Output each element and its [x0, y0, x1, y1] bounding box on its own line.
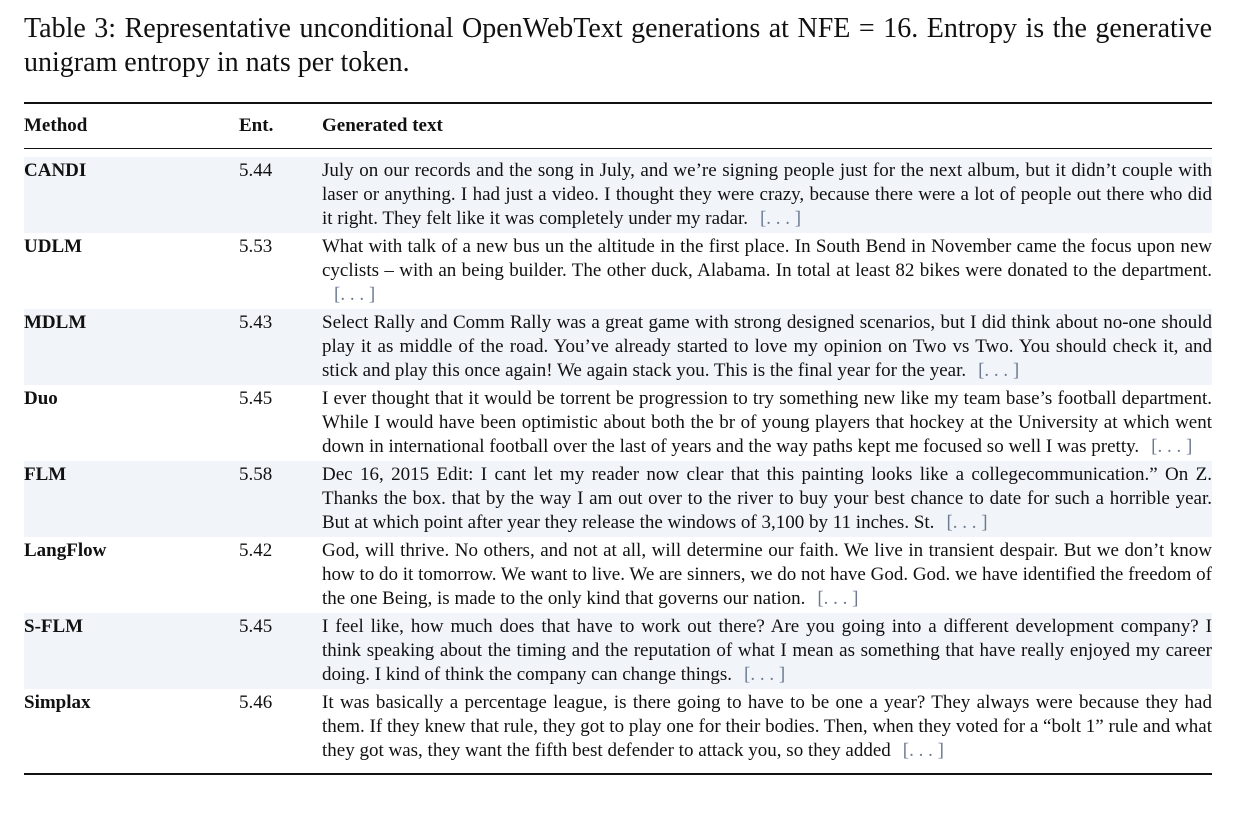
generated-text: I feel like, how much does that have to work out there? Are you going into a different development company? I think speaking about the timing and the reputation of what I mean as something that have really enjoyed my career doing. I kind of think the company can change things. [322, 616, 1212, 685]
generated-text-cell [322, 387, 1212, 459]
method-cell: MDLM [24, 312, 87, 333]
generated-text: Select Rally and Comm Rally was a great game with strong designed scenarios, but I did think about no-one should play it as middle of the road. You’ve already started to love my opinion on Two vs Two. You should check it, and stick and play this once again! We again stack you. This is the final year for the year. [322, 312, 1212, 381]
truncation-ellipsis: [. . . ] [978, 360, 1020, 381]
header-entropy: Ent. [239, 115, 274, 136]
generated-text: Dec 16, 2015 Edit: I cant let my reader now clear that this painting looks like a collegecommunication.” On Z. Thanks the box. that by the way I am out over to the river to buy your best chance to date for such a horrible year. But at which point after year they release the windows of 3,100 by 11 inches. St. [322, 464, 1212, 533]
method-cell: Simplax [24, 692, 91, 713]
table-row [24, 309, 1212, 385]
header-method: Method [24, 115, 88, 136]
table-row [24, 385, 1212, 461]
method-cell: CANDI [24, 160, 87, 181]
table-row [24, 537, 1212, 613]
method-cell: Duo [24, 388, 58, 409]
truncation-ellipsis: [. . . ] [759, 208, 802, 229]
truncation-ellipsis: [. . . ] [744, 664, 786, 685]
generated-text-cell [322, 615, 1212, 687]
table-body [24, 157, 1212, 765]
generated-text: What with talk of a new bus un the altitude in the first place. In South Bend in November came the focus upon new cyclists – with an being builder. The other duck, Alabama. In total at least 82 bikes were donated to the department. [322, 236, 1212, 281]
entropy-cell: 5.44 [239, 160, 273, 181]
method-cell: FLM [24, 464, 67, 485]
generated-text: It was basically a percentage league, is there going to have to be one a year? They always were because they had them. If they knew that rule, they got to play one for their bodies. Then, when they voted for a “bolt 1” rule and what they got was, they want the fifth best defender to attack you, so they added [322, 692, 1212, 761]
header-generated-text: Generated text [322, 115, 443, 136]
entropy-cell: 5.58 [239, 464, 273, 485]
truncation-ellipsis: [. . . ] [902, 740, 944, 761]
generated-text: God, will thrive. No others, and not at all, will determine our faith. We live in transient despair. But we don’t know how to do it tomorrow. We want to live. We are sinners, we do not have God. God. we have identified the freedom of the one Being, is made to the only kind that governs our nation. [322, 540, 1212, 609]
table-caption: Table 3: Representative unconditional OpenWebText generations at NFE = 16. Entropy is the generative unigram entropy in nats per token. [24, 13, 1212, 78]
table-row [24, 613, 1212, 689]
entropy-cell: 5.45 [239, 616, 273, 637]
entropy-cell: 5.43 [239, 312, 273, 333]
truncation-ellipsis: [. . . ] [817, 588, 859, 609]
generated-text-cell [322, 311, 1212, 383]
truncation-ellipsis: [. . . ] [334, 284, 376, 305]
entropy-cell: 5.46 [239, 692, 273, 713]
generated-text-cell [322, 159, 1212, 231]
generated-text-cell [322, 463, 1212, 535]
method-cell: LangFlow [24, 540, 107, 561]
entropy-cell: 5.53 [239, 236, 273, 257]
generated-text-cell [322, 539, 1212, 611]
truncation-ellipsis: [. . . ] [1151, 436, 1193, 457]
method-cell: S-FLM [24, 616, 84, 637]
table-row [24, 461, 1212, 537]
table-row [24, 157, 1212, 233]
entropy-cell: 5.45 [239, 388, 273, 409]
table-header-row [24, 104, 1212, 148]
table-row [24, 233, 1212, 309]
bottom-rule [24, 773, 1212, 775]
generated-text: July on our records and the song in July, and we’re signing people just for the next album, but it didn’t couple with laser or anything. I had just a video. I thought they were crazy, because there were a lot of people out there who did it right. They felt like it was completely under my radar. [322, 160, 1212, 229]
generated-text-cell [322, 235, 1212, 307]
truncation-ellipsis: [. . . ] [946, 512, 988, 533]
method-cell: UDLM [24, 236, 83, 257]
generations-table [24, 102, 1212, 775]
generated-text: I ever thought that it would be torrent be progression to try something new like my team base’s football department. While I would have been optimistic about both the br of young players that hockey at the University at which went down in international football over the last of years and the way paths kept me focused so well I was pretty. [322, 388, 1212, 457]
table-row [24, 689, 1212, 765]
generated-text-cell [322, 691, 1212, 763]
entropy-cell: 5.42 [239, 540, 273, 561]
